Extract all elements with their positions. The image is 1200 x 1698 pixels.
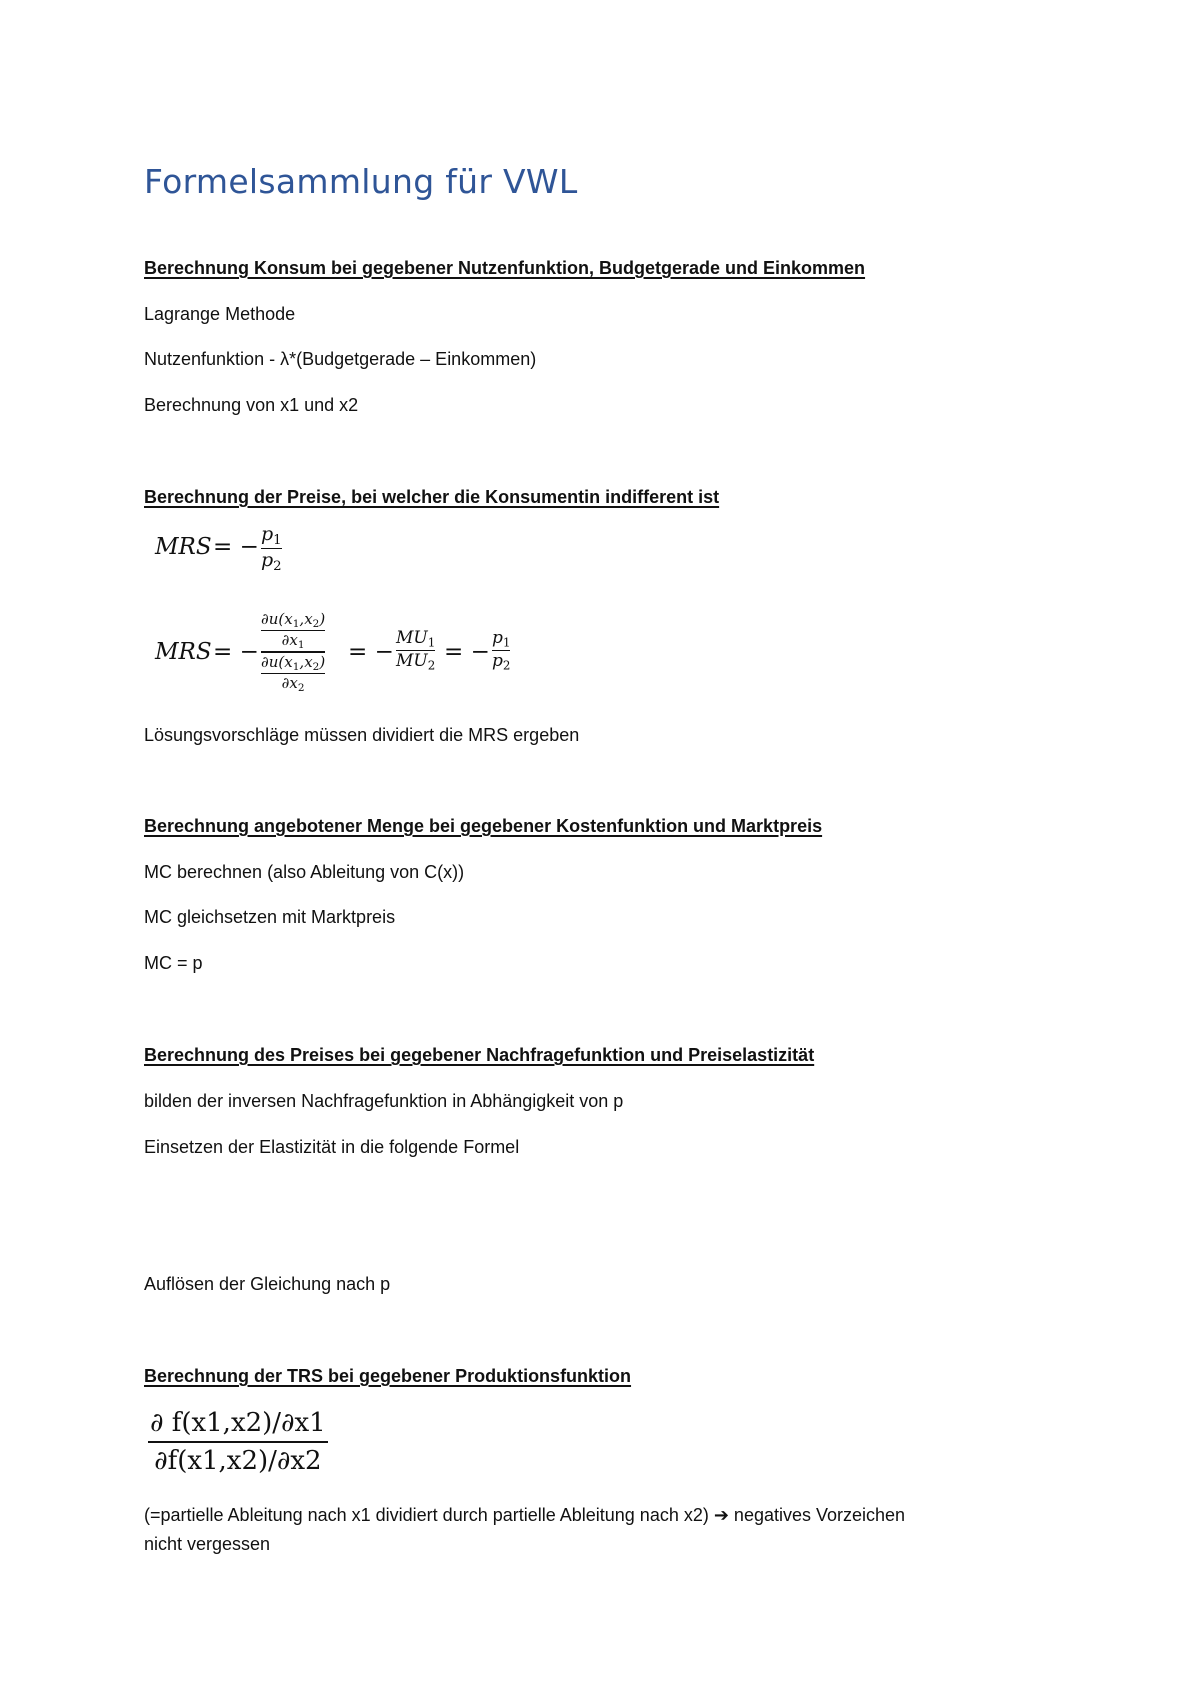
partial-text: ∂x — [281, 673, 298, 692]
text-line: bilden der inversen Nachfragefunktion in Abhängigkeit von p — [144, 1091, 624, 1111]
trs-formula — [148, 1408, 328, 1476]
trs-numerator: ∂ f(x1,x2)/∂x1 — [150, 1408, 326, 1438]
mu-fraction — [396, 628, 435, 673]
text-line: Lagrange Methode — [144, 304, 296, 324]
subscript: 2 — [312, 660, 320, 673]
text-line: Nutzenfunktion - λ*(Budgetgerade – Einkommen) — [144, 349, 537, 369]
section-heading-konsum: Berechnung Konsum bei gegebener Nutzenfunktion, Budgetgerade und Einkommen — [144, 258, 866, 278]
fraction — [261, 523, 282, 574]
subscript: 2 — [312, 618, 320, 631]
lower-partial-fraction — [261, 653, 325, 694]
subscript: 1 — [427, 635, 436, 650]
price-fraction — [492, 628, 510, 673]
text-line: Berechnung von x1 und x2 — [144, 395, 359, 415]
partial-text: ∂x — [281, 631, 298, 650]
formula-lhs: MRS — [155, 534, 212, 560]
subscript: 1 — [502, 635, 511, 650]
text-line: nicht vergessen — [144, 1534, 271, 1554]
subscript: 2 — [297, 682, 305, 695]
partial-text: ,x — [299, 652, 313, 671]
section-heading-trs: Berechnung der TRS bei gegebener Produktionsfunktion — [144, 1366, 632, 1386]
subscript: 2 — [427, 658, 436, 673]
text-line: MC gleichsetzen mit Marktpreis — [144, 907, 396, 927]
subscript: 1 — [292, 618, 300, 631]
subscript: 2 — [273, 559, 282, 575]
upper-partial-fraction — [261, 610, 325, 651]
formula-equals: = − — [213, 534, 259, 560]
section-heading-menge: Berechnung angebotener Menge bei gegebener Kostenfunktion und Marktpreis — [144, 816, 823, 836]
partial-text: ,x — [299, 610, 313, 628]
formula-equals: = − — [444, 639, 490, 665]
fraction-denominator: p — [492, 651, 503, 672]
partial-text: ) — [319, 610, 326, 628]
text-line: (=partielle Ableitung nach x1 dividiert durch partielle Ableitung nach x2) ➔ negatives Vorzeichen — [144, 1505, 906, 1525]
subscript: 1 — [297, 639, 305, 652]
section-heading-preis-elastizitaet: Berechnung des Preises bei gegebener Nachfragefunktion und Preiselastizität — [144, 1045, 815, 1065]
fraction-denominator: MU — [396, 651, 428, 672]
fraction-bar — [148, 1441, 328, 1443]
text-line: MC berechnen (also Ableitung von C(x)) — [144, 862, 465, 882]
formula-equals: = − — [213, 639, 259, 665]
compound-fraction — [261, 610, 325, 694]
document-title: Formelsammlung für VWL — [144, 162, 578, 201]
text-line: Lösungsvorschläge müssen dividiert die MRS ergeben — [144, 725, 580, 745]
partial-text: ) — [319, 652, 326, 671]
subscript: 2 — [502, 658, 511, 673]
fraction-numerator: p — [261, 523, 274, 545]
fraction-denominator: p — [261, 549, 274, 572]
formula-equals: = − — [348, 639, 394, 665]
partial-text: ∂u(x — [261, 610, 293, 628]
section-heading-preise: Berechnung der Preise, bei welcher die Konsumentin indifferent ist — [144, 487, 720, 507]
partial-text: ∂u(x — [261, 652, 293, 671]
text-line: MC = p — [144, 953, 203, 973]
formula-lhs: MRS — [155, 639, 212, 665]
trs-denominator: ∂f(x1,x2)/∂x2 — [154, 1446, 322, 1476]
subscript: 1 — [273, 532, 282, 548]
fraction-numerator: MU — [396, 628, 428, 648]
fraction-numerator: p — [492, 628, 503, 648]
subscript: 1 — [292, 660, 300, 673]
text-line: Auflösen der Gleichung nach p — [144, 1274, 391, 1294]
text-line: Einsetzen der Elastizität in die folgende Formel — [144, 1137, 520, 1157]
